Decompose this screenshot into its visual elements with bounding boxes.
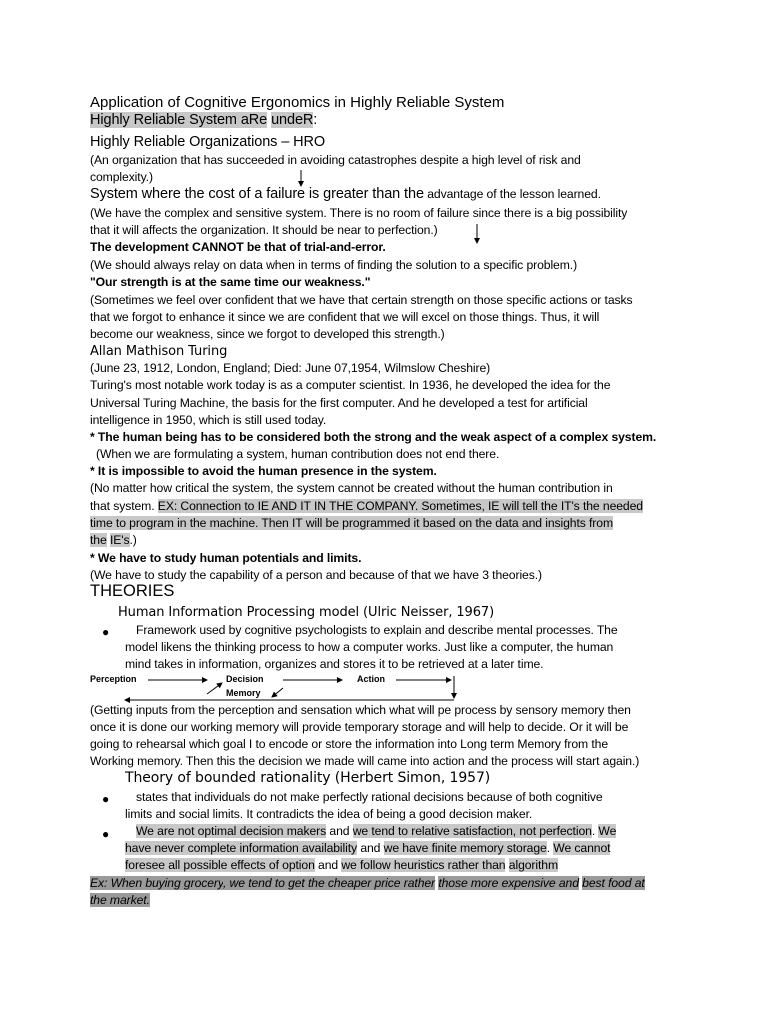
diagram-memory-label: Memory (226, 688, 261, 698)
highlight-text: Ex: When (90, 876, 146, 890)
bullet-icon: ● (102, 827, 110, 841)
principle-3-explanation: (We have to study the capability of a person and because of that we have 3 theories.) (90, 568, 542, 582)
example-line (90, 875, 645, 892)
diagram-perception-label: Perception (90, 674, 137, 684)
principle-2-explanation-line: (No matter how critical the system, the system cannot be created without the human contribution in (90, 481, 613, 495)
relay-line: (We should always relay on data when in terms of finding the solution to a specific problem.) (90, 258, 578, 272)
br-bullet-2-line (125, 857, 558, 874)
highlight-text: Highly Reliable System aRe (90, 112, 268, 128)
hip-bullet-line: mind takes in information, organizes and stores it to be retrieved at a later time. (125, 657, 544, 671)
highlight-text: undeR (271, 112, 314, 128)
plain-text: that system. (90, 499, 155, 513)
hip-explanation-line: Working memory. Then this the decision we made will came into action and the process will start again.) (90, 754, 640, 768)
highlight-text: We cannot (553, 841, 611, 855)
highlight-text: we have finite memory storage (383, 841, 547, 855)
hro-heading: Highly Reliable Organizations – HRO (90, 134, 326, 150)
hro-definition-line: (An organization that has succeeded in avoiding catastrophes despite a high level of risk and (90, 153, 581, 167)
hip-bullet-line: model likens the thinking process to how a computer works. Just like a computer, the human (125, 640, 614, 654)
strength-explanation-line: that we forgot to enhance it since we are confident that we will excel on those things. Thus, it will (90, 310, 600, 324)
highlight-text: we tend to relative satisfaction, not perfection (352, 824, 592, 838)
highlight-text: foresee all possible effects of option (125, 858, 315, 872)
strength-quote: "Our strength is at the same time our weakness." (90, 275, 371, 289)
highlight-text: We (598, 824, 617, 838)
hip-title: Human Information Processing model (Ulric Neisser, 1967) (118, 605, 495, 620)
highlight-text: EX: Connection to IE AND IT IN THE COMPANY. Sometimes, IE will tell the IT's the needed (157, 499, 643, 513)
highlight-text: buying grocery (145, 876, 223, 890)
turing-bio-line: intelligence in 1950, which is still used today. (90, 413, 327, 427)
hip-explanation-line: going to rehearsal which goal I to encode or store the information into Long term Memory from the (90, 737, 609, 751)
theories-heading: THEORIES (90, 582, 175, 600)
highlight-text: the (90, 533, 107, 547)
plain-text: and (357, 841, 384, 855)
turing-bio-line: Universal Turing Machine, the basis for the first computer. And he developed a test for artificial (90, 396, 588, 410)
diagram-action-label: Action (357, 674, 385, 684)
complex-line: (We have the complex and sensitive system. There is no room of failure since there is a big possibility (90, 206, 628, 220)
plain-text: . (546, 841, 554, 855)
arrow-memory-decision (207, 683, 222, 694)
document-title: Application of Cognitive Ergonomics in Highly Reliable System (90, 94, 505, 111)
hip-explanation-line: once it is done our working memory will provide temporary storage and will help to decide. Or it will be (90, 720, 629, 734)
example-line (90, 892, 150, 909)
trial-line: The development CANNOT be that of trial-and-error. (90, 240, 386, 254)
highlight-text: , we tend to get the cheaper price (222, 876, 404, 890)
principle-1: * The human being has to be considered both the strong and the weak aspect of a complex system. (90, 430, 657, 444)
plain-text: and (314, 858, 342, 872)
principle-2: * It is impossible to avoid the human presence in the system. (90, 464, 437, 478)
highlight-text: the market. (90, 893, 150, 907)
hip-bullet-line: Framework used by cognitive psychologists to explain and describe mental processes. The (136, 623, 618, 637)
plain-text: .) (129, 533, 137, 547)
complex-line: that it will affects the organization. It should be near to perfection.) (90, 223, 438, 237)
highlight-text: those more expensive and (438, 876, 579, 890)
highlight-text: We are not optimal decision makers (136, 824, 327, 838)
strength-explanation-line: (Sometimes we feel over confident that we have that certain strength on those specific actions or tasks (90, 293, 633, 307)
highlight-text: we follow heuristics rather than (341, 858, 506, 872)
cost-main-text: System where the cost of a failure is greater than the (90, 186, 424, 202)
diagram-decision-label: Decision (226, 674, 264, 684)
colon-text: : (313, 112, 318, 128)
strength-explanation-line: become our weakness, since we forgot to developed this strength.) (90, 327, 445, 341)
br-bullet-2-line (125, 840, 610, 857)
highlight-text: time to program in the machine. Then IT will be programmed it based on the data and insights from (90, 516, 613, 530)
turing-heading: Allan Mathison Turing (90, 344, 228, 359)
turing-bio-line: Turing's most notable work today is as a computer scientist. In 1936, he developed the idea for the (90, 378, 611, 392)
turing-dates: (June 23, 1912, London, England; Died: June 07,1954, Wilmslow Cheshire) (90, 361, 491, 375)
hip-explanation-line: (Getting inputs from the perception and sensation which what will pe process by sensory memory then (90, 703, 631, 717)
cost-tail-text: advantage of the lesson learned. (427, 187, 601, 201)
principle-3: * We have to study human potentials and limits. (90, 551, 362, 565)
br-bullet-line: states that individuals do not make perfectly rational decisions because of both cognitive (136, 790, 603, 804)
br-bullet-2-line (136, 823, 616, 840)
bullet-icon: ● (102, 792, 110, 806)
highlight-text: best food at (582, 876, 645, 890)
plain-text: and (326, 824, 353, 838)
hro-definition-line: complexity.) (90, 170, 153, 184)
bullet-icon: ● (102, 625, 110, 639)
principle-1-explanation: (When we are formulating a system, human contribution does not end there. (96, 447, 500, 461)
plain-text: . (591, 824, 599, 838)
br-title: Theory of bounded rationality (Herbert Simon, 1957) (125, 770, 491, 786)
highlight-text: have never complete information availability (125, 841, 358, 855)
highlight-text: rather (403, 876, 436, 890)
arrow-decision-memory (272, 688, 283, 697)
br-bullet-line: limits and social limits. It contradicts the idea of being a good decision maker. (125, 807, 533, 821)
highlight-text: IE's (109, 533, 130, 547)
highlight-text: algorithm (508, 858, 559, 872)
